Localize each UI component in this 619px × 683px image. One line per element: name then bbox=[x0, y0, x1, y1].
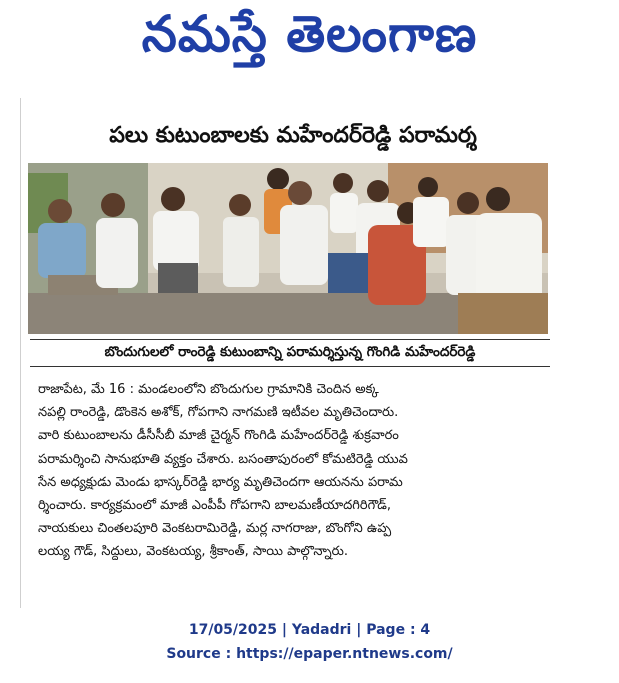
footer-date-line: 17/05/2025 | Yadadri | Page : 4 bbox=[188, 622, 431, 638]
body-line: నాయకులు చింతలపూరి వెంకటరామిరెడ్డి, మర్ల నాగరాజు, బొంగోని ఉప్ప bbox=[38, 521, 392, 537]
article-body bbox=[38, 378, 554, 564]
body-line: ర్శించారు. కార్యక్రమంలో మాజీ ఎంపీపీ గోపగాని బాలమణీయాదగిరిగౌడ్, bbox=[38, 498, 391, 514]
body-line: వారి కుటుంబాలను డీసీసీబీ మాజీ చైర్మన్ గొంగిడి మహేందర్‌రెడ్డి శుక్రవారం bbox=[38, 428, 399, 444]
footer-source-line: Source : https://epaper.ntnews.com/ bbox=[166, 646, 453, 662]
body-line: రాజాపేట, మే 16 : మండలంలోని బొందుగుల గ్రామానికి చెందిన అక్క bbox=[38, 382, 379, 397]
photo-caption: బొందుగులలో రాంరెడ్డి కుటుంబాన్ని పరామర్శిస్తున్న గొంగిడి మహేందర్‌రెడ్డి bbox=[30, 339, 550, 367]
masthead-title: నమస్తే తెలంగాణ bbox=[141, 4, 478, 63]
body-line: నపల్లి రాంరెడ్డి, డొంకెన అశోక్, గోపగాని నాగమణి ఇటీవల మృతిచెందారు. bbox=[38, 405, 399, 421]
body-line: పరామర్శించి సానుభూతి వ్యక్తం చేశారు. బసంతాపురంలో కోమటిరెడ్డి యువ bbox=[38, 451, 408, 467]
article-headline: పలు కుటుంబాలకు మహేందర్‌రెడ్డి పరామర్శ bbox=[109, 123, 477, 148]
body-line: లయ్య గౌడ్, సిద్దులు, వెంకటయ్య, శ్రీకాంత్, సాయి పాల్గొన్నారు. bbox=[38, 544, 349, 560]
masthead bbox=[0, 0, 619, 80]
article-photo bbox=[28, 163, 548, 334]
body-line: సేన అధ్యక్షుడు మెండు భాస్కర్‌రెడ్డి భార్య మృతిచెందగా ఆయనను పరామ bbox=[38, 474, 403, 490]
